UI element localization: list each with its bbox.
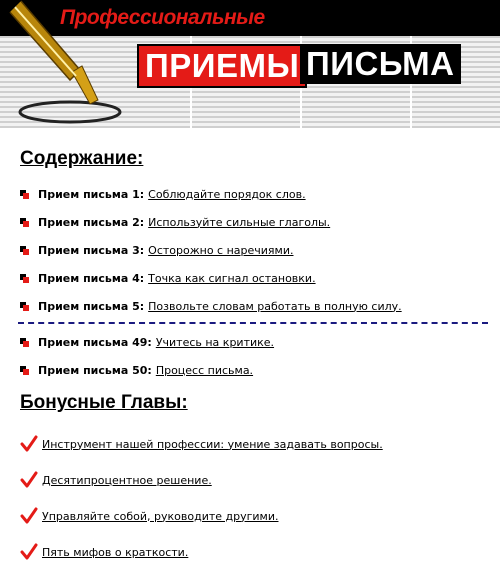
list-item <box>20 264 500 292</box>
bonus-list <box>20 426 500 570</box>
banner-title-black <box>300 44 461 84</box>
banner-title-black-text: ПИСЬМА <box>306 45 455 82</box>
header-banner <box>0 0 500 128</box>
item-label: Прием письма 5: <box>38 299 145 313</box>
toc-heading: Содержание: <box>20 148 144 169</box>
toc-link[interactable]: Соблюдайте порядок слов. <box>148 187 306 201</box>
toc-link[interactable]: Процесс письма. <box>155 363 254 377</box>
item-label: Прием письма 1: <box>38 187 145 201</box>
bonus-link[interactable]: Управляйте собой, руководите другими. <box>42 509 279 523</box>
square-bullet-icon <box>20 246 29 255</box>
square-bullet-icon <box>20 218 29 227</box>
toc-list-end <box>20 328 500 384</box>
checkmark-icon <box>20 543 38 561</box>
item-label: Прием письма 2: <box>38 215 145 229</box>
square-bullet-icon <box>20 338 29 347</box>
bonus-link[interactable]: Пять мифов о краткости. <box>42 545 189 559</box>
list-item <box>20 180 500 208</box>
fountain-pen-icon <box>0 0 140 128</box>
list-item <box>20 208 500 236</box>
square-bullet-icon <box>20 274 29 283</box>
square-bullet-icon <box>20 366 29 375</box>
banner-subtitle: Профессиональные <box>60 6 265 29</box>
bonus-link[interactable]: Инструмент нашей профессии: умение задавать вопросы. <box>42 437 383 451</box>
banner-title-red-text: ПРИЕМЫ <box>145 47 300 84</box>
square-bullet-icon <box>20 302 29 311</box>
list-item <box>20 498 500 534</box>
item-label: Прием письма 49: <box>38 335 152 349</box>
banner-title-red <box>137 44 307 88</box>
list-item <box>20 328 500 356</box>
toc-link[interactable]: Осторожно с наречиями. <box>148 243 294 257</box>
checkmark-icon <box>20 471 38 489</box>
item-label: Прием письма 4: <box>38 271 145 285</box>
page-content <box>0 128 500 570</box>
list-item <box>20 426 500 462</box>
list-item <box>20 356 500 384</box>
list-item <box>20 534 500 570</box>
bonus-link[interactable]: Десятипроцентное решение. <box>42 473 212 487</box>
list-item <box>20 292 500 320</box>
item-label: Прием письма 50: <box>38 363 152 377</box>
bonus-heading: Бонусные Главы: <box>20 392 188 413</box>
toc-list <box>20 180 500 320</box>
list-item <box>20 236 500 264</box>
list-item <box>20 462 500 498</box>
dashed-divider <box>18 322 488 324</box>
square-bullet-icon <box>20 190 29 199</box>
toc-link[interactable]: Позвольте словам работать в полную силу. <box>148 299 402 313</box>
toc-link[interactable]: Точка как сигнал остановки. <box>148 271 316 285</box>
checkmark-icon <box>20 507 38 525</box>
checkmark-icon <box>20 435 38 453</box>
toc-link[interactable]: Используйте сильные глаголы. <box>148 215 331 229</box>
item-label: Прием письма 3: <box>38 243 145 257</box>
toc-link[interactable]: Учитесь на критике. <box>155 335 275 349</box>
